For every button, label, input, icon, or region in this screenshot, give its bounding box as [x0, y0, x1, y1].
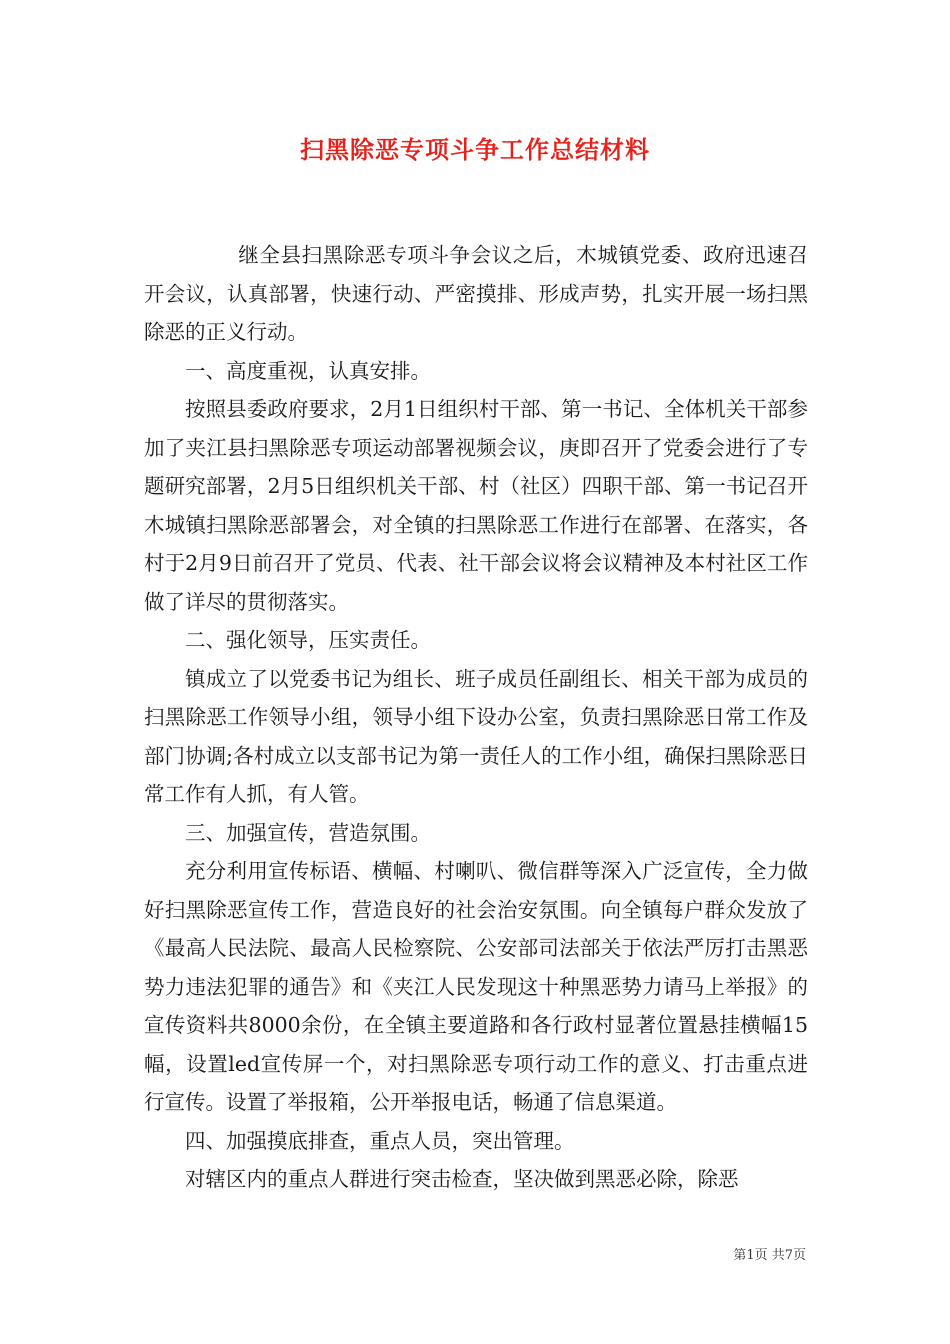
section-paragraph-1: 按照县委政府要求，2月1日组织村干部、第一书记、全体机关干部参加了夹江县扫黑除恶专项运动部署视频会议，庚即召开了党委会进行了专题研究部署，2月5日组织机关干部、村（社区）四职干部、第一书记召开木城镇扫黑除恶部署会，对全镇的扫黑除恶工作进行在部署、在落实，各村于2月9日前召开了党员、代表、社干部会议将会议精神及本村社区工作做了详尽的贯彻落实。 — [144, 397, 808, 614]
section-paragraph-4: 对辖区内的重点人群进行突击检查，坚决做到黑恶必除，除恶 — [185, 1167, 739, 1191]
page-number: 第1页 共7页 — [733, 1248, 806, 1263]
section-heading-2: 二、强化领导，压实责任。 — [185, 628, 431, 652]
section-heading-1: 一、高度重视，认真安排。 — [185, 358, 431, 383]
section-paragraph-3: 充分利用宣传标语、横幅、村喇叭、微信群等深入广泛宣传，全力做好扫黑除恶宣传工作，营造良好的社会治安氛围。向全镇每户群众发放了《最高人民法院、最高人民检察院、公安部司法部关于依法严厉打击黑恶势力违法犯罪的通告》和《夹江人民发现这十种黑恶势力请马上举报》的宣传资料共8000余份，在全镇主要道路和各行政村显著位置悬挂横幅15幅，设置led宣传屏一个，对扫黑除恶专项行动工作的意义、打击重点进行宣传。设置了举报箱，公开举报电话，畅通了信息渠道。 — [144, 859, 808, 1114]
section-heading-3: 三、加强宣传，营造氛围。 — [185, 820, 431, 845]
document-body — [144, 236, 808, 1199]
section-paragraph-2: 镇成立了以党委书记为组长、班子成员任副组长、相关干部为成员的扫黑除恶工作领导小组，领导小组下设办公室，负责扫黑除恶日常工作及部门协调;各村成立以支部书记为第一责任人的工作小组，确保扫黑除恶日常工作有人抓，有人管。 — [144, 666, 808, 806]
section-heading-4: 四、加强摸底排查，重点人员，突出管理。 — [185, 1128, 575, 1153]
intro-paragraph: 继全县扫黑除恶专项斗争会议之后，木城镇党委、政府迅速召开会议，认真部署，快速行动、严密摸排、形成声势，扎实开展一场扫黑除恶的正义行动。 — [144, 243, 808, 344]
document-title: 扫黑除恶专项斗争工作总结材料 — [300, 135, 650, 164]
